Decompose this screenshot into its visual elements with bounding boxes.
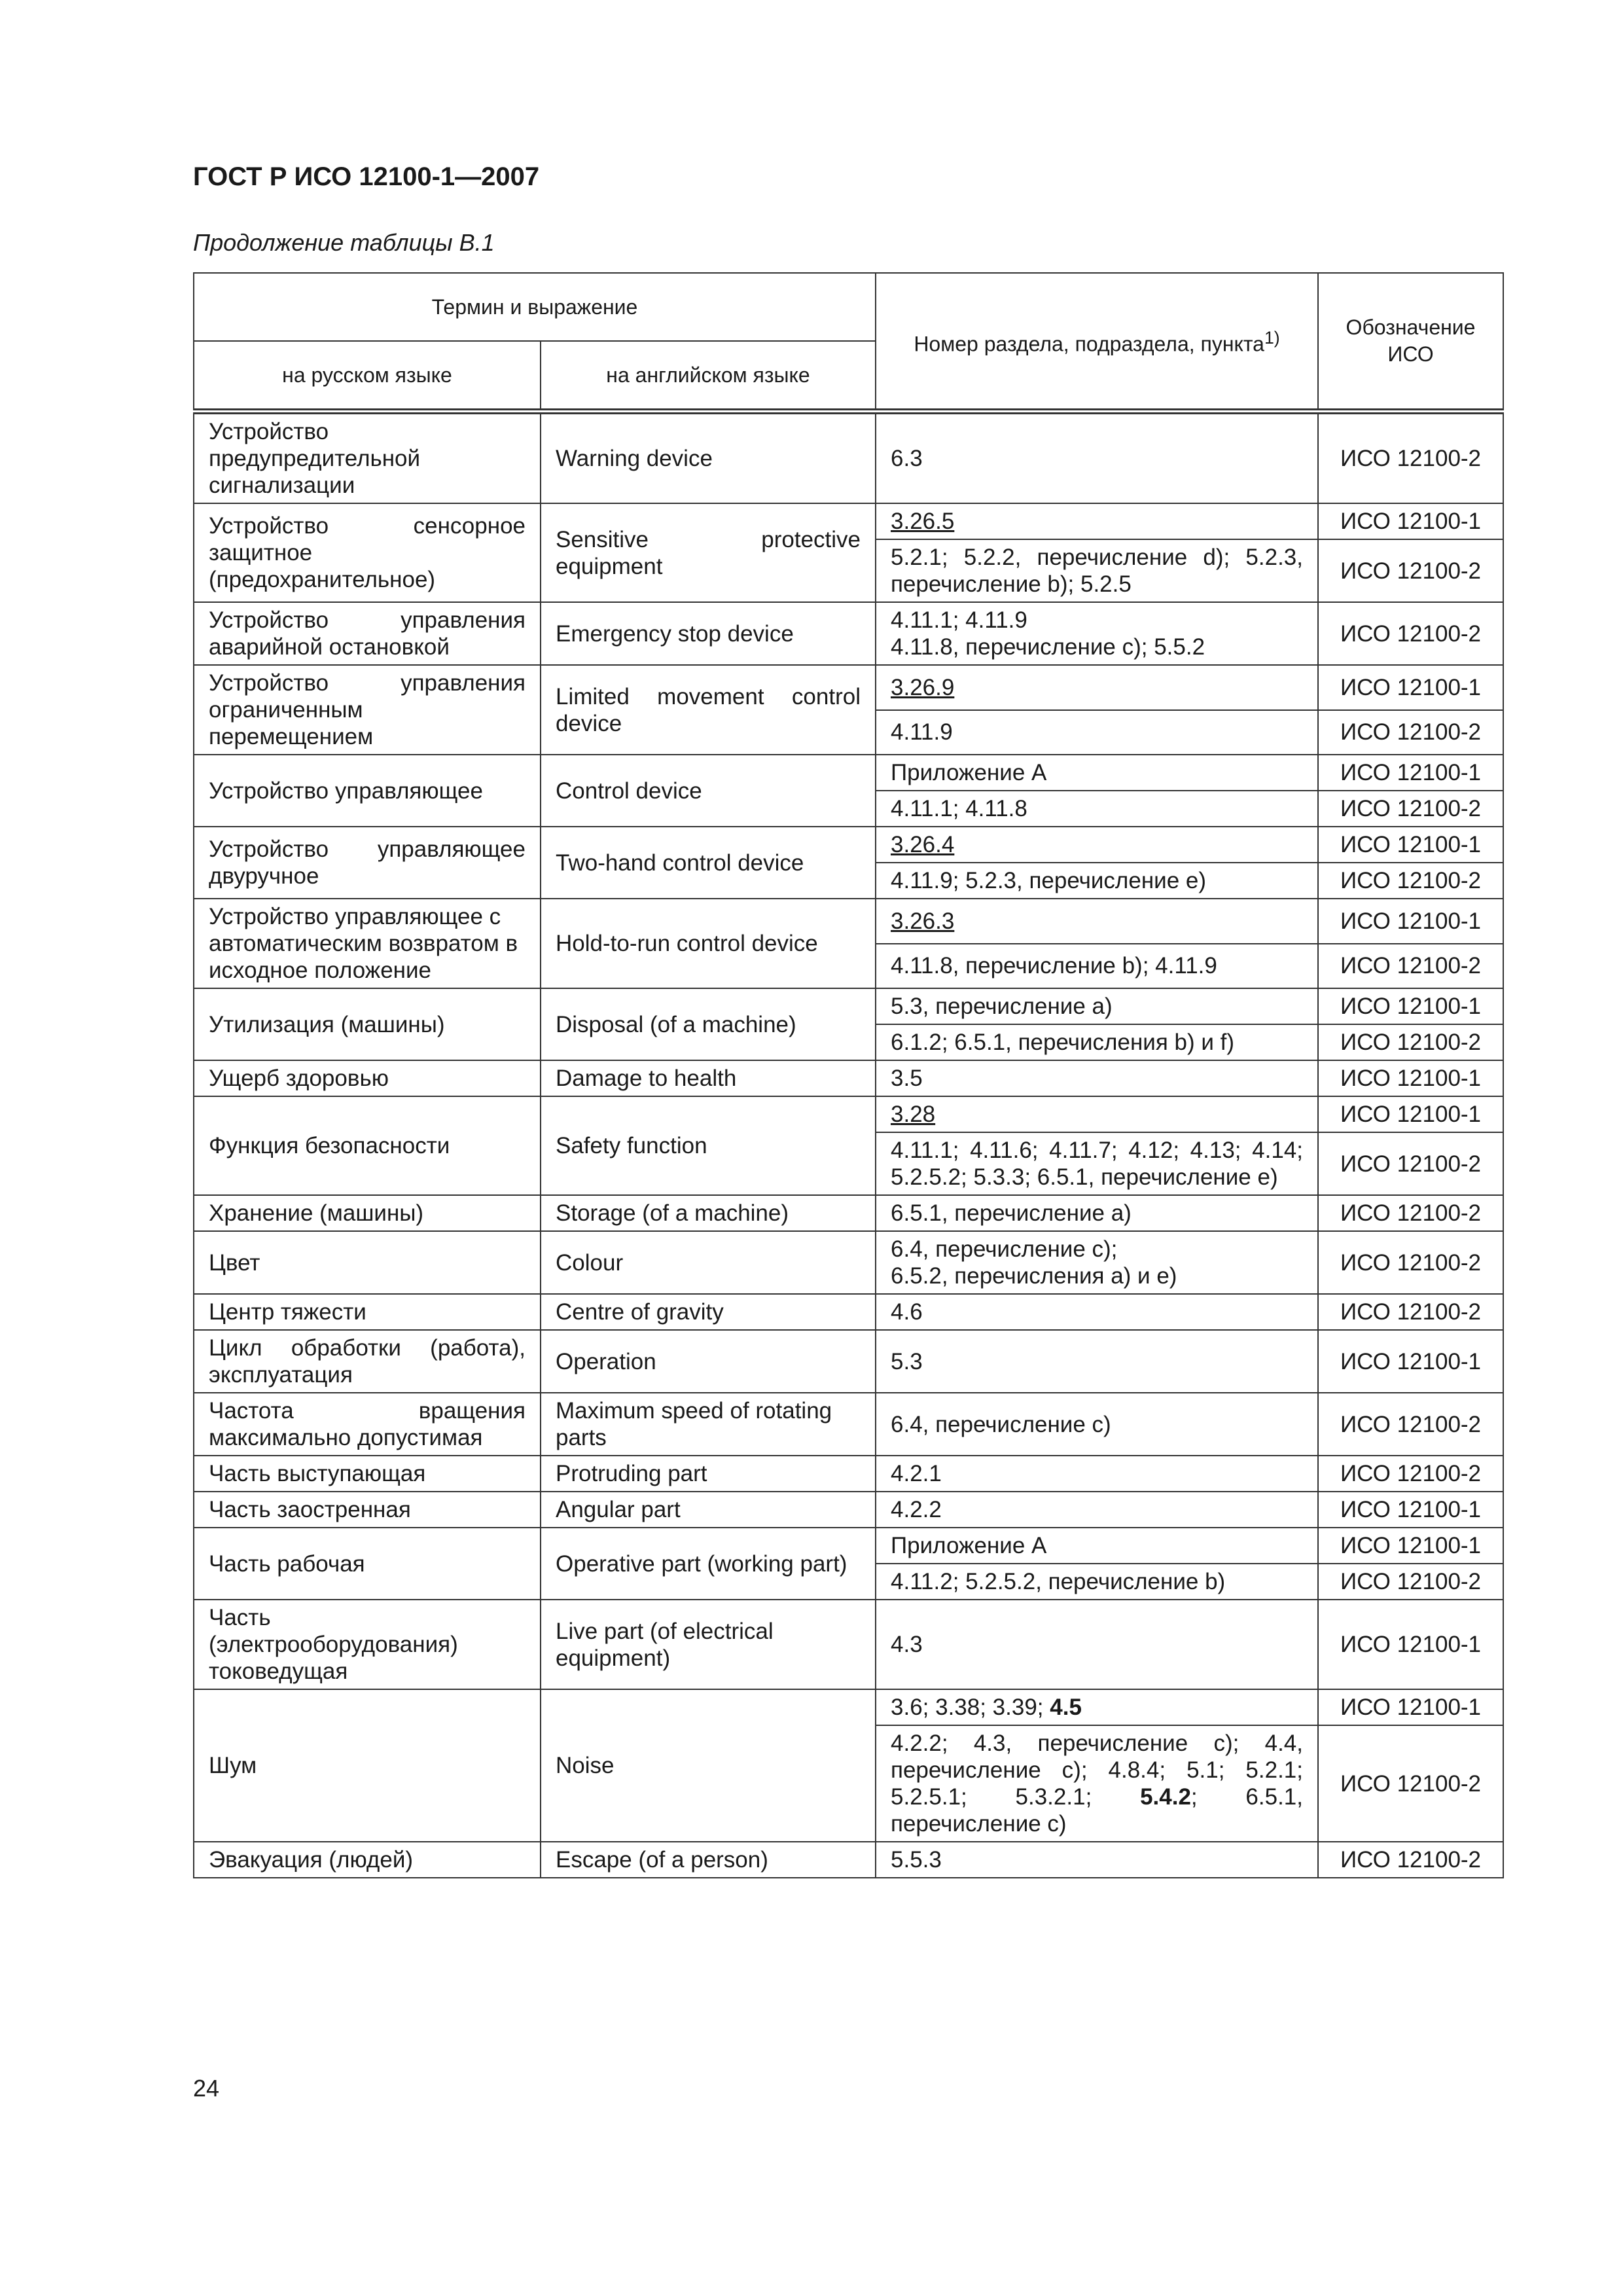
term-russian: Цвет — [194, 1231, 541, 1294]
term-english: Sensitive protective equipment — [541, 503, 876, 602]
term-english: Limited movement control device — [541, 665, 876, 755]
iso-designation: ИСО 12100-2 — [1318, 1024, 1503, 1060]
iso-designation: ИСО 12100-2 — [1318, 1195, 1503, 1231]
term-russian: Устройство сенсорное защитное (предохранительное) — [194, 503, 541, 602]
iso-designation: ИСО 12100-2 — [1318, 1294, 1503, 1330]
iso-designation: ИСО 12100-1 — [1318, 899, 1503, 944]
iso-designation: ИСО 12100-2 — [1318, 412, 1503, 504]
section-reference-underlined: 3.26.9 — [891, 674, 955, 700]
header-term-group: Термин и выражение — [194, 273, 876, 341]
section-reference — [876, 827, 1318, 863]
term-english: Control device — [541, 755, 876, 827]
term-russian: Устройство управляющее двуручное — [194, 827, 541, 899]
iso-designation: ИСО 12100-2 — [1318, 1842, 1503, 1878]
section-reference: 4.11.1; 4.11.6; 4.11.7; 4.12; 4.13; 4.14; 5.2.5.2; 5.3.3; 6.5.1, перечисление e) — [876, 1132, 1318, 1195]
table-row — [194, 827, 1503, 863]
iso-designation: ИСО 12100-2 — [1318, 1231, 1503, 1294]
header-section-label: Номер раздела, подраздела, пункта — [914, 332, 1264, 356]
term-russian: Частота вращения максимально допустимая — [194, 1393, 541, 1456]
term-russian: Хранение (машины) — [194, 1195, 541, 1231]
table-row — [194, 412, 1503, 504]
terms-table — [193, 272, 1504, 1878]
page-number: 24 — [193, 2075, 220, 2102]
iso-designation: ИСО 12100-1 — [1318, 1600, 1503, 1689]
section-reference: 4.6 — [876, 1294, 1318, 1330]
term-russian: Цикл обработки (работа), эксплуатация — [194, 1330, 541, 1393]
section-reference: 4.11.8, перечисление b); 4.11.9 — [876, 944, 1318, 989]
table-row — [194, 1330, 1503, 1393]
section-reference: Приложение А — [876, 755, 1318, 791]
term-english: Warning device — [541, 412, 876, 504]
header-russian: на русском языке — [194, 341, 541, 412]
table-continuation-label: Продолжение таблицы В.1 — [193, 229, 495, 256]
iso-designation: ИСО 12100-1 — [1318, 503, 1503, 539]
term-english: Disposal (of a machine) — [541, 988, 876, 1060]
iso-designation: ИСО 12100-1 — [1318, 1330, 1503, 1393]
term-russian: Ущерб здоровью — [194, 1060, 541, 1096]
section-reference — [876, 1689, 1318, 1725]
section-reference-underlined: 3.26.4 — [891, 832, 955, 857]
term-russian: Часть рабочая — [194, 1528, 541, 1600]
term-english: Protruding part — [541, 1456, 876, 1492]
table-row — [194, 1294, 1503, 1330]
section-reference-bold: 5.4.2 — [1140, 1784, 1191, 1810]
term-russian: Часть (электрооборудования) токоведущая — [194, 1600, 541, 1689]
term-english: Angular part — [541, 1492, 876, 1528]
section-reference: 3.5 — [876, 1060, 1318, 1096]
section-reference: 6.3 — [876, 412, 1318, 504]
section-reference: 4.3 — [876, 1600, 1318, 1689]
term-english: Two-hand control device — [541, 827, 876, 899]
section-reference: 5.3 — [876, 1330, 1318, 1393]
document-title: ГОСТ Р ИСО 12100-1—2007 — [193, 162, 540, 191]
section-reference-text: ; 6.5.1, перечисление c) — [891, 1784, 1303, 1837]
term-russian: Устройство предупредительной сигнализации — [194, 412, 541, 504]
section-reference: 6.4, перечисление c) — [876, 1393, 1318, 1456]
table-row — [194, 1393, 1503, 1456]
table-row — [194, 988, 1503, 1024]
iso-designation: ИСО 12100-2 — [1318, 791, 1503, 827]
section-reference-bold: 4.5 — [1050, 1695, 1082, 1720]
iso-designation: ИСО 12100-1 — [1318, 1689, 1503, 1725]
term-russian: Утилизация (машины) — [194, 988, 541, 1060]
iso-designation: ИСО 12100-2 — [1318, 1564, 1503, 1600]
section-reference — [876, 899, 1318, 944]
iso-designation: ИСО 12100-1 — [1318, 1492, 1503, 1528]
table-row — [194, 503, 1503, 539]
section-reference-text: 3.6; 3.38; 3.39; — [891, 1695, 1050, 1720]
table-row — [194, 755, 1503, 791]
iso-designation: ИСО 12100-2 — [1318, 1132, 1503, 1195]
iso-designation: ИСО 12100-1 — [1318, 827, 1503, 863]
section-reference: 4.11.1; 4.11.8 — [876, 791, 1318, 827]
term-english: Maximum speed of rotating parts — [541, 1393, 876, 1456]
term-english: Emergency stop device — [541, 602, 876, 665]
iso-designation: ИСО 12100-2 — [1318, 602, 1503, 665]
iso-designation: ИСО 12100-2 — [1318, 863, 1503, 899]
term-english: Operative part (working part) — [541, 1528, 876, 1600]
section-reference: 4.11.9 — [876, 710, 1318, 755]
table-row — [194, 1528, 1503, 1564]
table-row — [194, 1689, 1503, 1725]
section-reference: 4.11.1; 4.11.9 4.11.8, перечисление c); 5.5.2 — [876, 602, 1318, 665]
iso-designation: ИСО 12100-2 — [1318, 944, 1503, 989]
section-reference: 4.11.2; 5.2.5.2, перечисление b) — [876, 1564, 1318, 1600]
table-row — [194, 1492, 1503, 1528]
term-english: Storage (of a machine) — [541, 1195, 876, 1231]
term-english: Live part (of electrical equipment) — [541, 1600, 876, 1689]
section-reference: 6.4, перечисление c); 6.5.2, перечисления a) и e) — [876, 1231, 1318, 1294]
term-english: Colour — [541, 1231, 876, 1294]
term-english: Escape (of a person) — [541, 1842, 876, 1878]
section-reference — [876, 1725, 1318, 1842]
section-reference-underlined: 3.26.5 — [891, 509, 955, 534]
section-reference: 4.2.1 — [876, 1456, 1318, 1492]
iso-designation: ИСО 12100-2 — [1318, 1725, 1503, 1842]
table-row — [194, 1456, 1503, 1492]
term-russian: Эвакуация (людей) — [194, 1842, 541, 1878]
table-row — [194, 1842, 1503, 1878]
table-row — [194, 1096, 1503, 1132]
term-english: Damage to health — [541, 1060, 876, 1096]
term-russian: Центр тяжести — [194, 1294, 541, 1330]
section-reference: 5.5.3 — [876, 1842, 1318, 1878]
term-russian: Устройство управления аварийной остановкой — [194, 602, 541, 665]
iso-designation: ИСО 12100-2 — [1318, 1393, 1503, 1456]
section-reference-underlined: 3.28 — [891, 1102, 936, 1127]
iso-designation: ИСО 12100-1 — [1318, 988, 1503, 1024]
term-russian: Функция безопасности — [194, 1096, 541, 1195]
header-iso-designation: Обозначение ИСО — [1318, 273, 1503, 412]
iso-designation: ИСО 12100-2 — [1318, 1456, 1503, 1492]
iso-designation: ИСО 12100-1 — [1318, 755, 1503, 791]
section-reference — [876, 503, 1318, 539]
term-russian: Устройство управляющее — [194, 755, 541, 827]
table-row — [194, 665, 1503, 710]
table-body — [194, 412, 1503, 1878]
term-russian: Шум — [194, 1689, 541, 1842]
iso-designation: ИСО 12100-2 — [1318, 710, 1503, 755]
table-row — [194, 602, 1503, 665]
table-row — [194, 1195, 1503, 1231]
section-reference: 4.2.2 — [876, 1492, 1318, 1528]
section-reference: Приложение А — [876, 1528, 1318, 1564]
section-reference-text: 4.2.2; 4.3, перечисление c); 4.4, перечисление c); 4.8.4; 5.1; 5.2.1; 5.2.5.1; 5.3.2.1; — [891, 1731, 1303, 1810]
iso-designation: ИСО 12100-2 — [1318, 539, 1503, 602]
section-reference — [876, 1096, 1318, 1132]
term-russian: Устройство управляющее с автоматическим возвратом в исходное положение — [194, 899, 541, 988]
table-row — [194, 899, 1503, 944]
term-english: Operation — [541, 1330, 876, 1393]
header-section-number — [876, 273, 1318, 412]
header-english: на английском языке — [541, 341, 876, 412]
section-reference: 6.5.1, перечисление a) — [876, 1195, 1318, 1231]
section-reference: 5.3, перечисление a) — [876, 988, 1318, 1024]
term-russian: Устройство управления ограниченным перемещением — [194, 665, 541, 755]
iso-designation: ИСО 12100-1 — [1318, 665, 1503, 710]
term-english: Hold-to-run control device — [541, 899, 876, 988]
term-russian: Часть выступающая — [194, 1456, 541, 1492]
term-english: Safety function — [541, 1096, 876, 1195]
term-english: Noise — [541, 1689, 876, 1842]
section-reference: 5.2.1; 5.2.2, перечисление d); 5.2.3, перечисление b); 5.2.5 — [876, 539, 1318, 602]
term-russian: Часть заостренная — [194, 1492, 541, 1528]
section-reference: 6.1.2; 6.5.1, перечисления b) и f) — [876, 1024, 1318, 1060]
iso-designation: ИСО 12100-1 — [1318, 1528, 1503, 1564]
header-section-footnote: 1) — [1264, 327, 1280, 348]
section-reference — [876, 665, 1318, 710]
term-english: Centre of gravity — [541, 1294, 876, 1330]
iso-designation: ИСО 12100-1 — [1318, 1060, 1503, 1096]
table-row — [194, 1231, 1503, 1294]
table-row — [194, 1600, 1503, 1689]
table-row — [194, 1060, 1503, 1096]
section-reference: 4.11.9; 5.2.3, перечисление e) — [876, 863, 1318, 899]
section-reference-underlined: 3.26.3 — [891, 908, 955, 934]
iso-designation: ИСО 12100-1 — [1318, 1096, 1503, 1132]
